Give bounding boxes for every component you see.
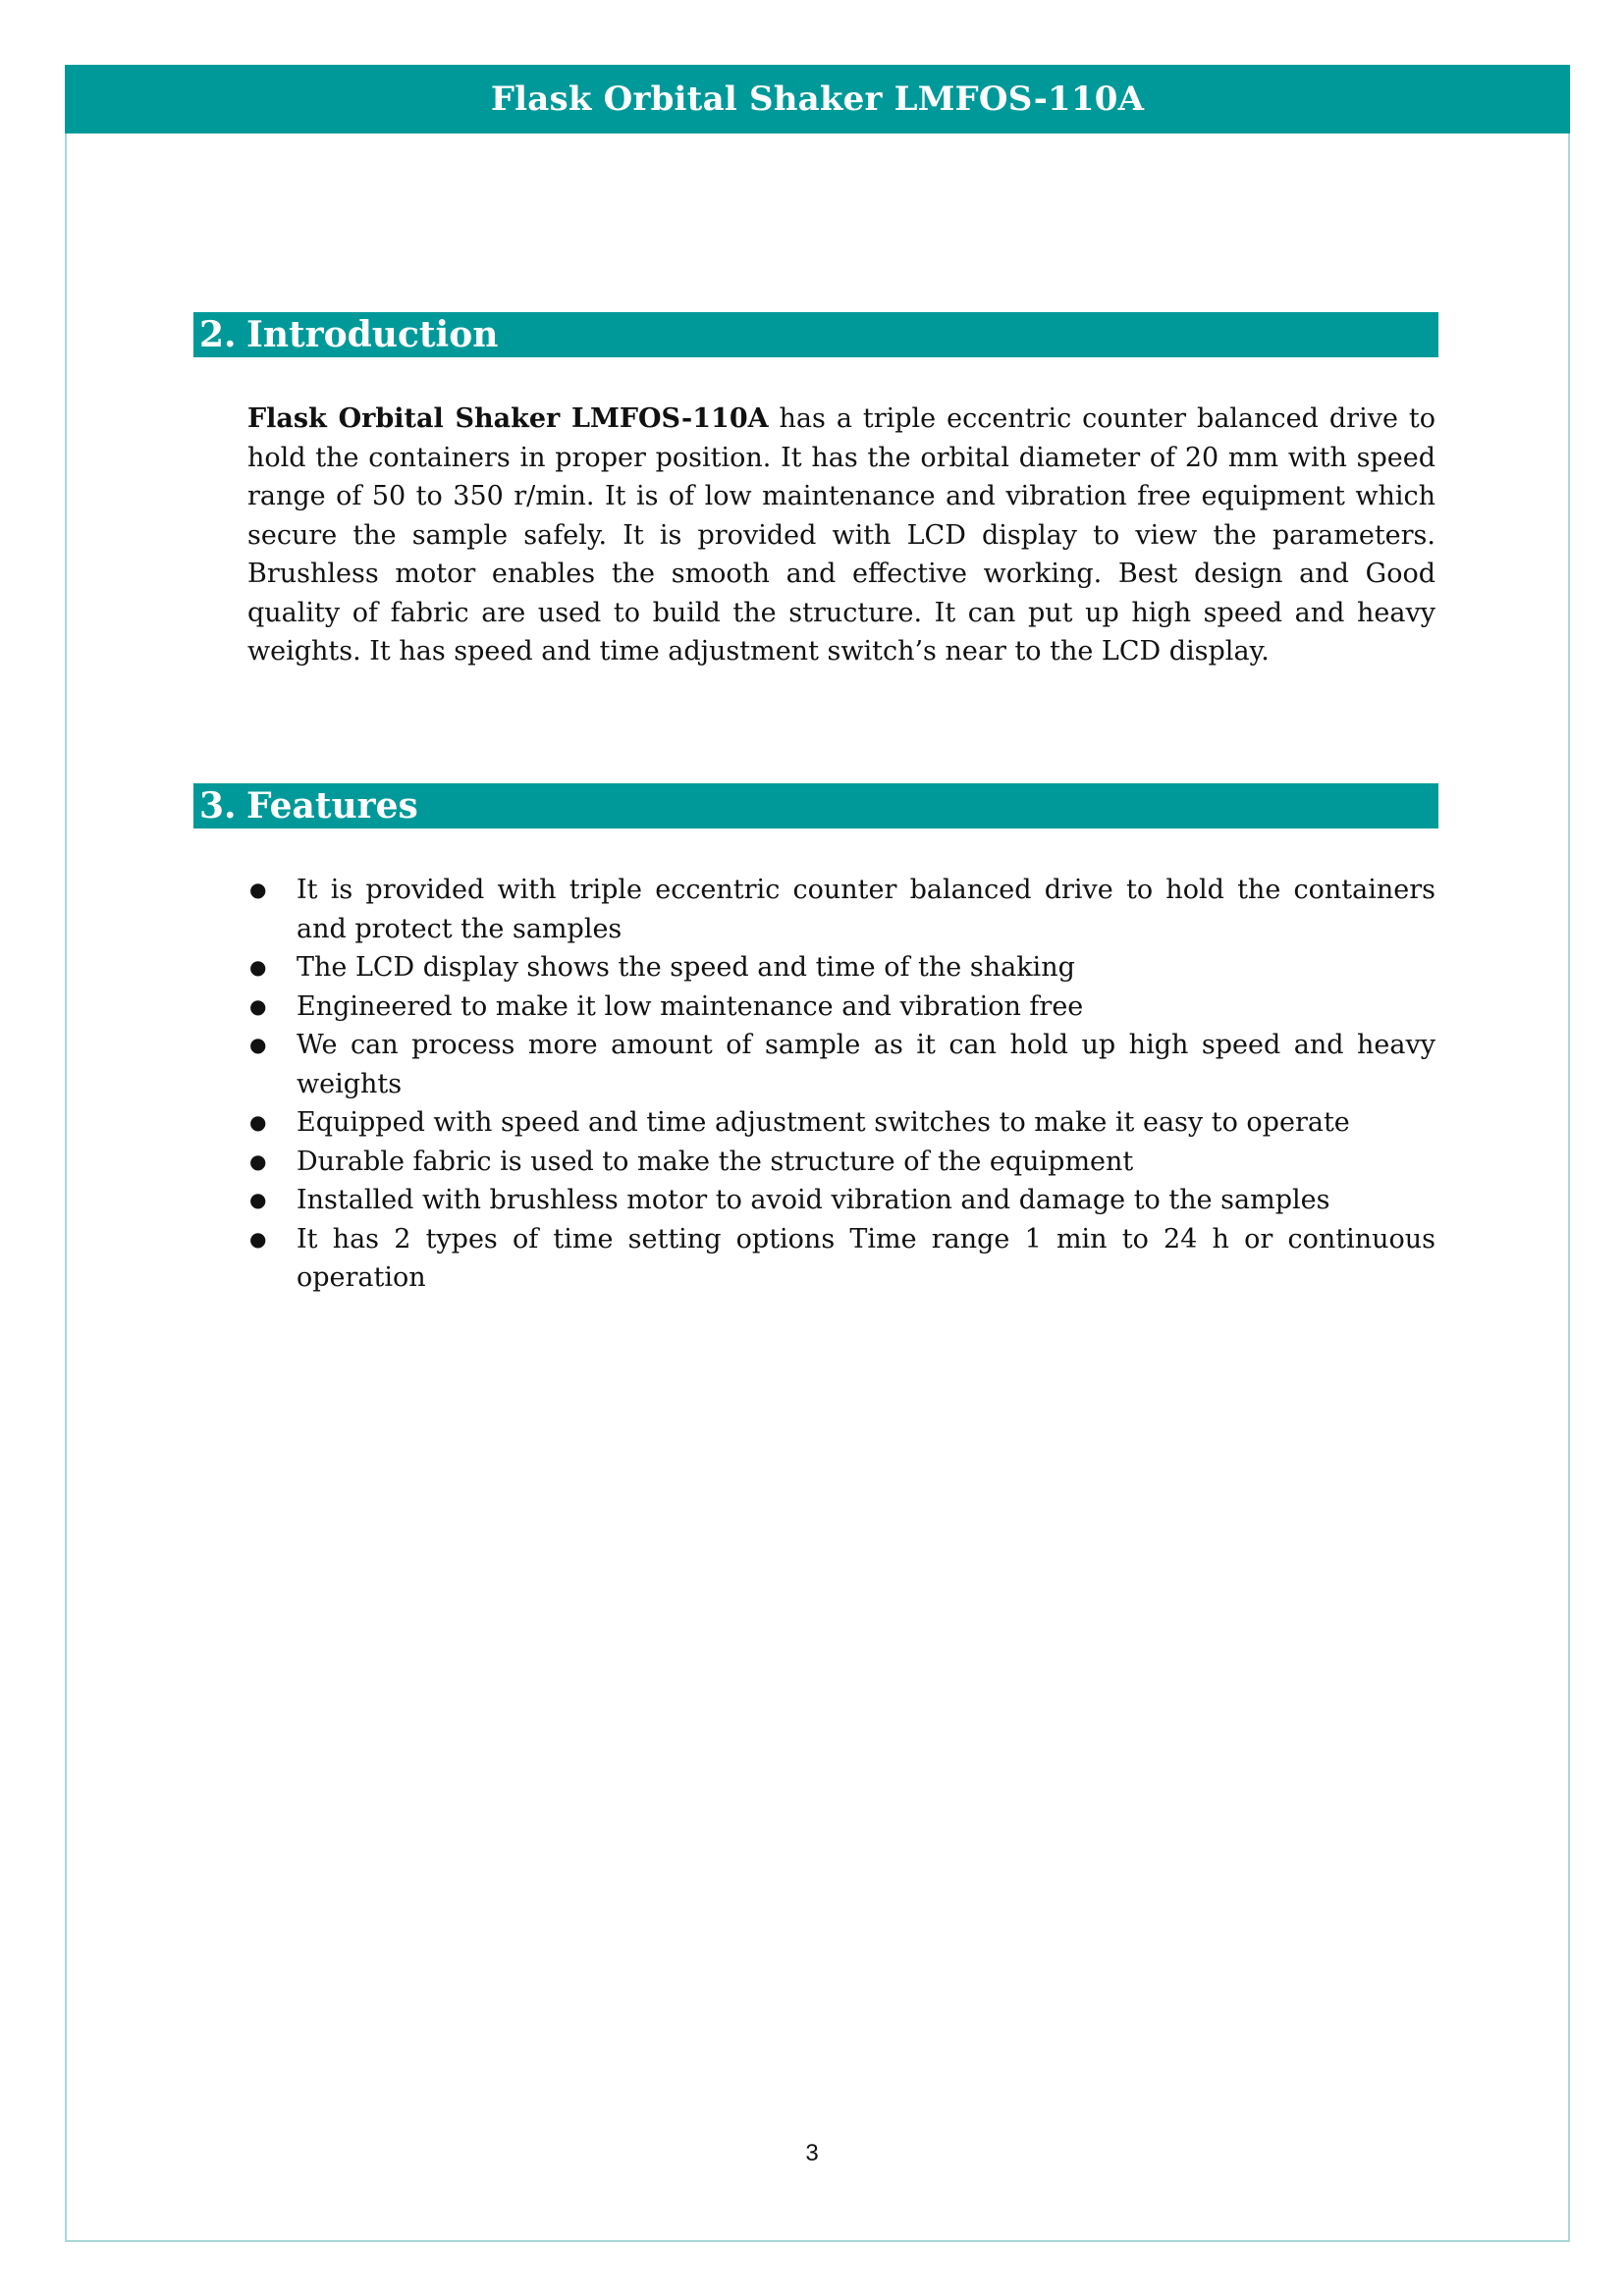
page-number: 3 bbox=[805, 2140, 819, 2166]
feature-text: Installed with brushless motor to avoid vibration and damage to the samples bbox=[297, 1185, 1330, 1215]
list-item bbox=[247, 988, 1435, 1027]
bullet-icon: ● bbox=[249, 1110, 267, 1134]
bullet-icon: ● bbox=[249, 1226, 267, 1251]
feature-text: It has 2 types of time setting options Time range 1 min to 24 h or continuous operation bbox=[297, 1223, 1435, 1293]
document-header bbox=[65, 65, 1570, 133]
bullet-icon: ● bbox=[249, 955, 267, 979]
introduction-paragraph bbox=[247, 400, 1435, 671]
list-item bbox=[247, 948, 1435, 988]
section-heading-features bbox=[193, 783, 1438, 828]
list-item bbox=[247, 1143, 1435, 1182]
product-name-bold: Flask Orbital Shaker LMFOS-110A bbox=[247, 403, 769, 434]
feature-text: It is provided with triple eccentric counter balanced drive to hold the containers and protect the samples bbox=[297, 875, 1435, 944]
bullet-icon: ● bbox=[249, 1188, 267, 1211]
list-item bbox=[247, 1026, 1435, 1103]
section-title: Features bbox=[246, 785, 418, 827]
list-item bbox=[247, 1181, 1435, 1220]
feature-text: Engineered to make it low maintenance and vibration free bbox=[297, 990, 1084, 1022]
features-list bbox=[247, 871, 1435, 1298]
section-title: Introduction bbox=[246, 314, 499, 355]
bullet-icon: ● bbox=[249, 878, 267, 901]
feature-text: The LCD display shows the speed and time of the shaking bbox=[297, 952, 1075, 983]
list-item bbox=[247, 1220, 1435, 1298]
feature-text: We can process more amount of sample as it can hold up high speed and heavy weights bbox=[297, 1030, 1435, 1099]
bullet-icon: ● bbox=[249, 1148, 267, 1173]
list-item bbox=[247, 871, 1435, 948]
section-number: 3. bbox=[199, 785, 237, 827]
document-title: Flask Orbital Shaker LMFOS-110A bbox=[490, 80, 1145, 119]
bullet-icon: ● bbox=[249, 993, 267, 1018]
introduction-body: has a triple eccentric counter balanced drive to hold the containers in proper position. It has the orbital diameter of 20 mm with speed range of 50 to 350 r/min. It is of low maintenance and vibration free equipment which secure the sample safely. It is provided with LCD display to view the parameters. Brushless motor enables the smooth and effective working. Best design and Good quality of fabric are used to build the structure. It can put up high speed and heavy weights. It has speed and time adjustment switch’s near to the LCD display. bbox=[247, 403, 1435, 667]
feature-text: Durable fabric is used to make the structure of the equipment bbox=[297, 1146, 1134, 1177]
bullet-icon: ● bbox=[249, 1033, 267, 1056]
feature-text: Equipped with speed and time adjustment switches to make it easy to operate bbox=[297, 1107, 1350, 1138]
section-number: 2. bbox=[199, 314, 237, 355]
list-item bbox=[247, 1103, 1435, 1143]
section-heading-introduction bbox=[193, 312, 1438, 357]
